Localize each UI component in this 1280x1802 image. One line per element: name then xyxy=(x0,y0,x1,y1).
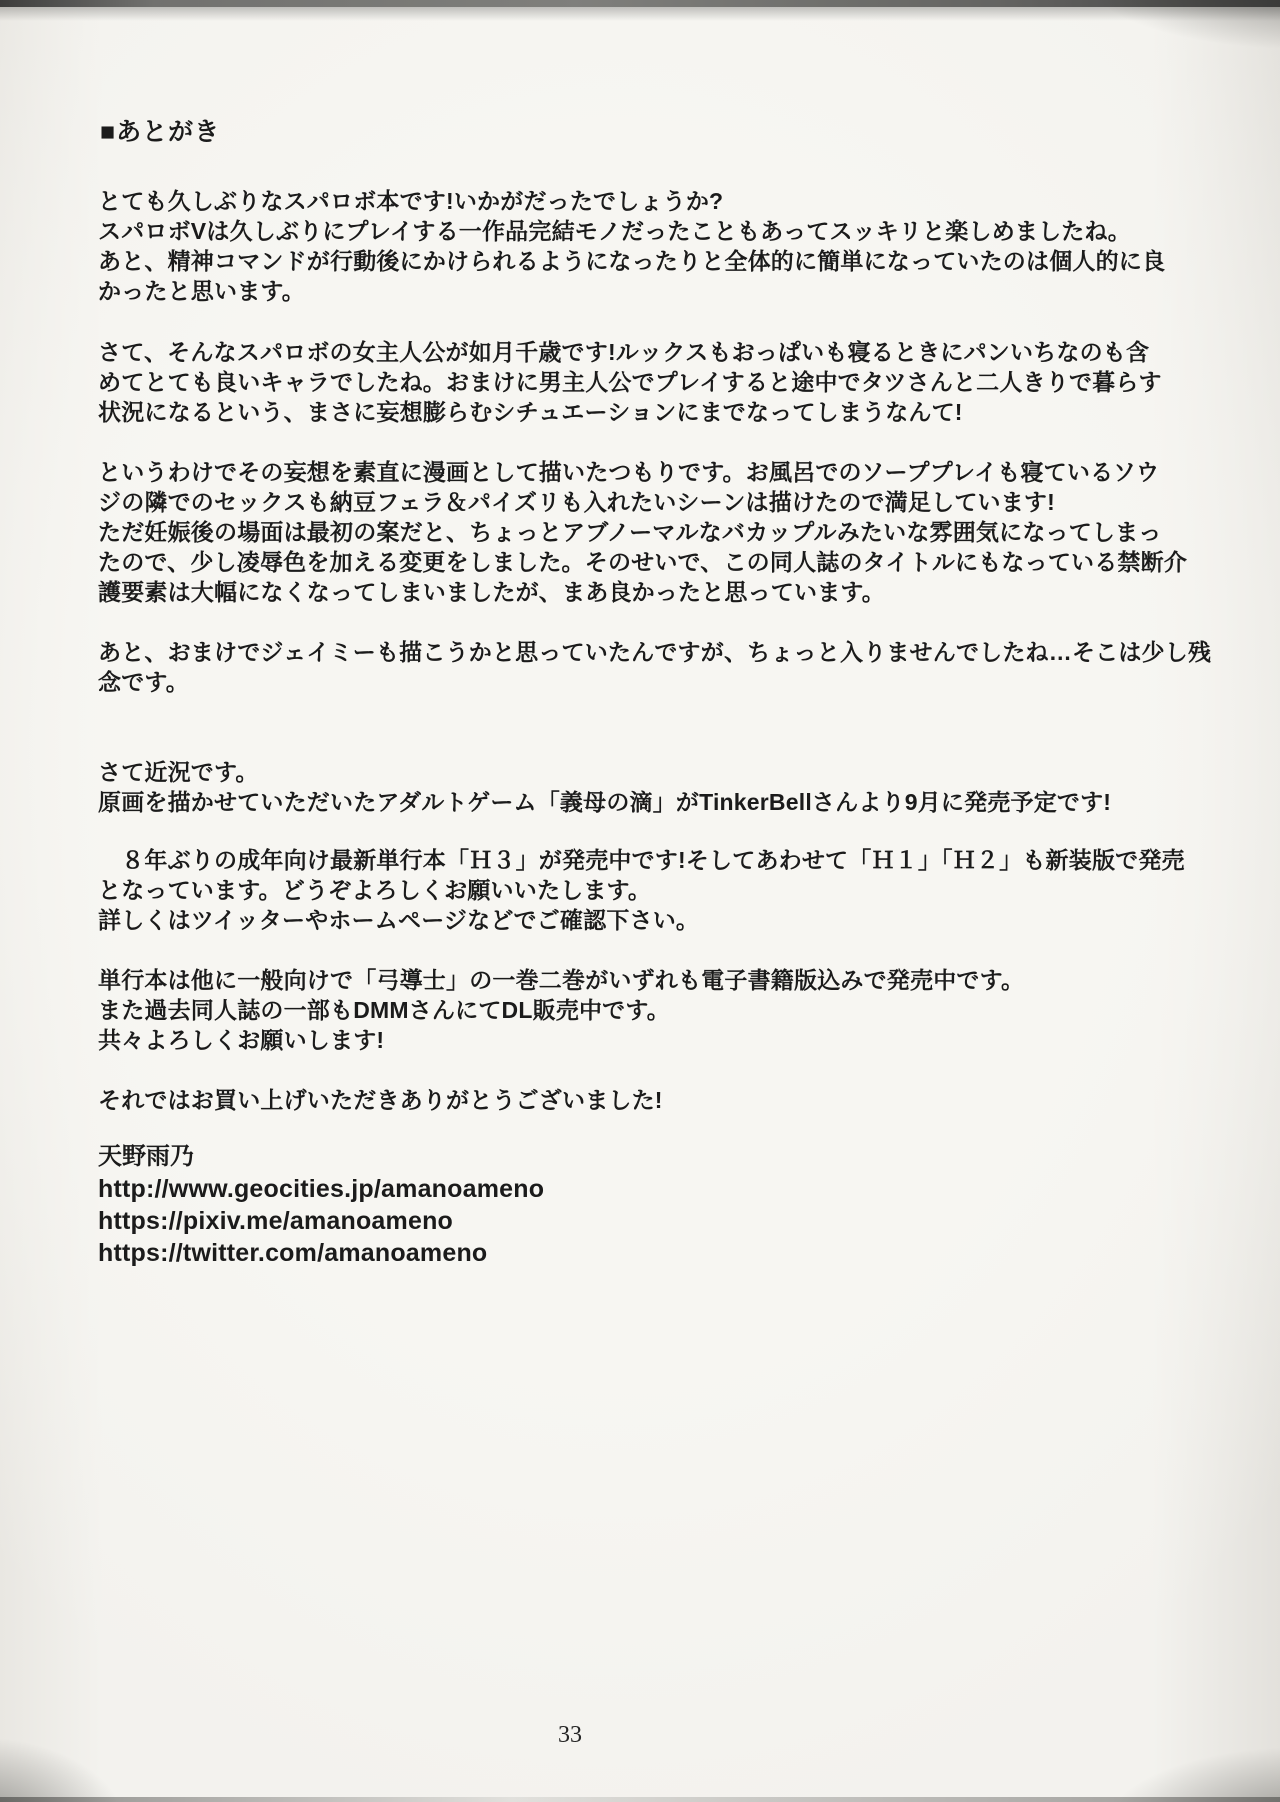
text-line: また過去同人誌の一部もDMMさんにてDL販売中です。 xyxy=(98,997,670,1023)
text-line: ただ妊娠後の場面は最初の案だと、ちょっとアブノーマルなバカップルみたいな雰囲気になってしまっ xyxy=(98,519,1162,545)
text-line: さて近況です。 xyxy=(98,759,259,785)
text-line: というわけでその妄想を素直に漫画として描いたつもりです。お風呂でのソーププレイも寝ているソウ xyxy=(98,459,1160,485)
scan-artifact-corner-bottom-right xyxy=(1104,1746,1280,1802)
text-line: となっています。どうぞよろしくお願いいたします。 xyxy=(98,877,652,903)
text-line: 詳しくはツイッターやホームページなどでご確認下さい。 xyxy=(98,907,700,933)
scan-artifact-corner-top-right xyxy=(1085,0,1280,50)
text-line: 原画を描かせていただいたアダルトゲーム「義母の滴」がTinkerBellさんより9月に発売予定です! xyxy=(98,789,1112,815)
paragraph-other-books xyxy=(98,965,1108,1055)
text-line: ジの隣でのセックスも納豆フェラ＆パイズリも入れたいシーンは描けたので満足しています! xyxy=(98,489,1055,515)
author-name: 天野雨乃 xyxy=(98,1143,194,1170)
text-line: とても久しぶりなスパロボ本です!いかがだったでしょうか? xyxy=(98,188,724,214)
afterword-heading: ■あとがき xyxy=(100,118,221,146)
text-line: あと、精神コマンドが行動後にかけられるようになったりと全体的に簡単になっていたのは個人的に良 xyxy=(98,248,1166,274)
text-line: 護要素は大幅になくなってしまいましたが、まあ良かったと思っています。 xyxy=(98,579,885,605)
text-line: たので、少し凌辱色を加える変更をしました。そのせいで、この同人誌のタイトルにもなっている禁断介 xyxy=(98,549,1188,575)
text-line: めてとても良いキャラでしたね。おまけに男主人公でプレイすると途中でタツさんと二人きりで暮らす xyxy=(98,369,1162,395)
text-line: それではお買い上げいただきありがとうございました! xyxy=(98,1087,663,1113)
paragraph-regret xyxy=(98,637,1212,697)
paragraph-thanks xyxy=(98,1085,1108,1115)
paragraph-tankobon xyxy=(98,845,1185,935)
text-line: 共々よろしくお願いします! xyxy=(98,1027,385,1053)
text-line: あと、おまけでジェイミーも描こうかと思っていたんですが、ちょっと入りませんでしたね…そこは少し残 xyxy=(98,639,1212,665)
text-line: かったと思います。 xyxy=(98,278,305,304)
homepage-url: http://www.geocities.jp/amanoameno xyxy=(98,1175,545,1203)
text-line: スパロボVは久しぶりにプレイする一作品完結モノだったこともあってスッキリと楽しめましたね。 xyxy=(98,218,1131,244)
scan-artifact-corner-bottom-left xyxy=(0,1736,126,1802)
paragraph-intro xyxy=(98,186,1166,306)
paragraph-news xyxy=(98,757,1112,817)
paragraph-heroine xyxy=(98,337,1162,427)
text-line: ８年ぶりの成年向け最新単行本「Ｈ３」が発売中です!そしてあわせて「Ｈ１」「Ｈ２」も新装版で発売 xyxy=(98,847,1185,873)
credits-block xyxy=(98,1141,544,1269)
pixiv-url: https://pixiv.me/amanoameno xyxy=(98,1207,454,1235)
paragraph-manga-notes xyxy=(98,457,1188,607)
scan-artifact-bottom-edge xyxy=(0,1797,1280,1802)
text-line: さて、そんなスパロボの女主人公が如月千歳です!ルックスもおっぱいも寝るときにパンいちなのも含 xyxy=(98,339,1150,365)
text-line: 単行本は他に一般向けで「弓導士」の一巻二巻がいずれも電子書籍版込みで発売中です。 xyxy=(98,967,1025,993)
twitter-url: https://twitter.com/amanoameno xyxy=(98,1239,488,1267)
page-number: 33 xyxy=(558,1722,582,1748)
text-line: 状況になるという、まさに妄想膨らむシチュエーションにまでなってしまうなんて! xyxy=(98,399,963,425)
text-line: 念です。 xyxy=(98,669,189,695)
